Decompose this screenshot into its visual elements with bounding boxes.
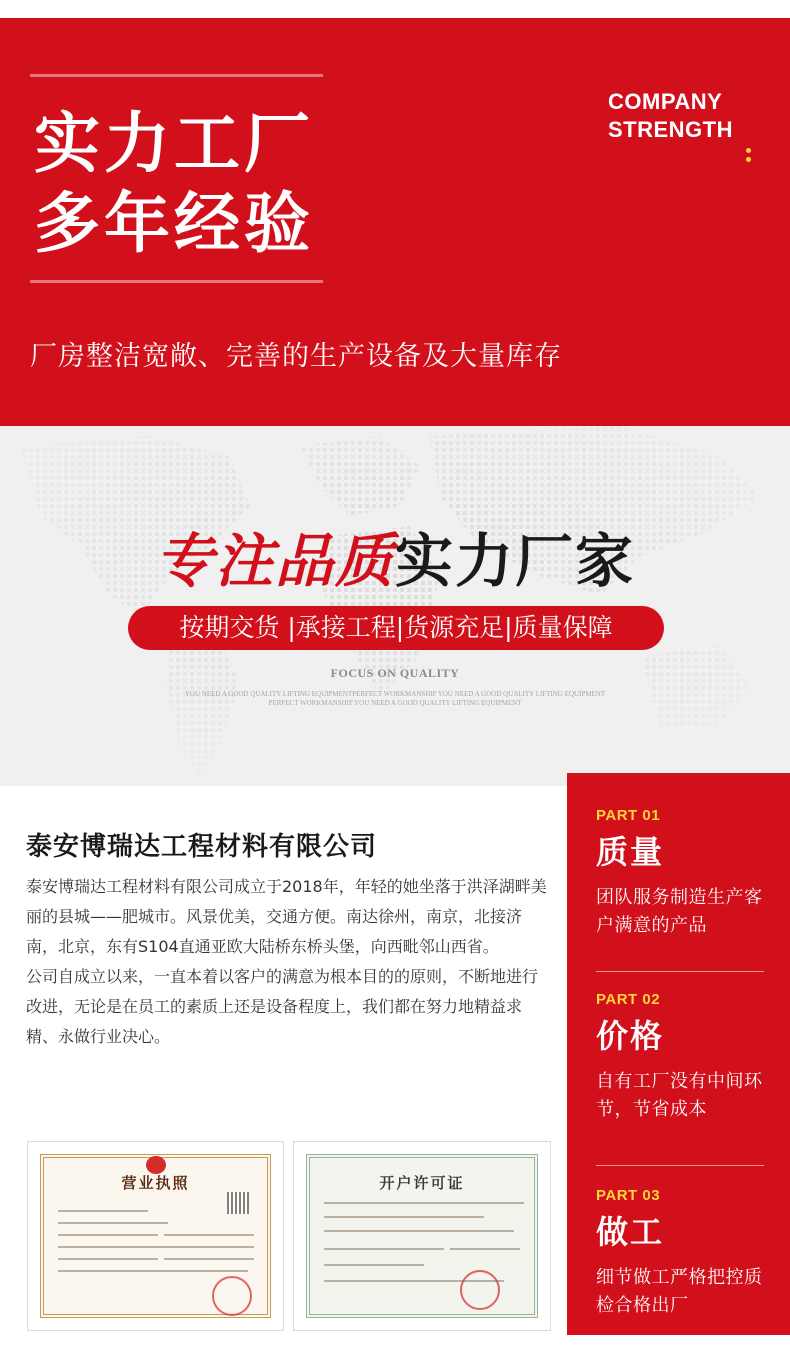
service-pill: 按期交货 |承接工程|货源充足|质量保障 xyxy=(128,606,664,650)
banner-subtitle: 厂房整洁宽敞、完善的生产设备及大量库存 xyxy=(30,341,562,372)
part-price xyxy=(596,991,766,1124)
certificate-frame xyxy=(40,1154,271,1318)
company-description xyxy=(26,872,550,1052)
hero-banner xyxy=(0,18,790,426)
focus-section xyxy=(0,426,790,786)
certificate-title: 营业执照 xyxy=(121,1174,190,1192)
banner-title-line1: 实力工厂 xyxy=(34,105,314,182)
account-permit-image xyxy=(293,1141,551,1331)
business-license-image xyxy=(27,1141,284,1331)
certificate-title: 开户许可证 xyxy=(379,1174,465,1192)
part-name: 质量 xyxy=(596,833,665,871)
advantages-panel xyxy=(567,773,790,1335)
part-name: 价格 xyxy=(596,1017,665,1055)
part-description: 细节做工严格把控质检合格出厂 xyxy=(596,1267,763,1316)
banner-rule-bottom xyxy=(30,280,323,283)
part-divider xyxy=(596,1165,764,1166)
banner-en-line2: STRENGTH xyxy=(608,117,733,142)
part-description: 自有工厂没有中间环节，节省成本 xyxy=(596,1071,763,1120)
part-number: PART 02 xyxy=(596,991,661,1008)
company-name: 泰安博瑞达工程材料有限公司 xyxy=(26,832,378,862)
decor-dots-icon xyxy=(746,148,752,166)
part-quality xyxy=(596,807,766,940)
focus-title-black: 实力厂家 xyxy=(395,527,636,595)
official-stamp-icon xyxy=(212,1276,252,1316)
qr-code-icon xyxy=(227,1192,249,1214)
focus-title xyxy=(0,514,790,598)
part-number: PART 03 xyxy=(596,1187,661,1204)
part-description: 团队服务制造生产客户满意的产品 xyxy=(596,887,763,936)
banner-title-line2: 多年经验 xyxy=(34,185,314,262)
banner-en-line1: COMPANY xyxy=(608,89,723,114)
part-workmanship xyxy=(596,1187,766,1320)
fine-print-line2: PERFECT WORKMANSHIP YOU NEED A GOOD QUALITY LIFTING EQUIPMENT xyxy=(268,699,522,707)
company-description-para1: 泰安博瑞达工程材料有限公司成立于2018年，年轻的她坐落于洪泽湖畔美丽的县城——肥城市。风景优美，交通方便。南达徐州，南京，北接济南，北京，东有S104直通亚欧大陆桥东桥头堡，向西毗邻山西省。 xyxy=(26,877,547,956)
part-number: PART 01 xyxy=(596,807,661,824)
certificate-frame xyxy=(306,1154,538,1318)
focus-title-red: 专注品质 xyxy=(154,527,395,595)
part-divider xyxy=(596,971,764,972)
focus-en-caption: FOCUS ON QUALITY xyxy=(330,666,460,680)
banner-rule-top xyxy=(30,74,323,77)
company-description-para2: 公司自成立以来，一直本着以客户的满意为根本目的的原则，不断地进行改进，无论是在员工的素质上还是设备程度上，我们都在努力地精益求精、永做行业决心。 xyxy=(26,967,539,1046)
official-stamp-icon xyxy=(460,1270,500,1310)
fine-print-line1: YOU NEED A GOOD QUALITY LIFTING EQUIPMENTPERFECT WORKMANSHIP YOU NEED A GOOD QUALITY LIFTING EQUIPMENT xyxy=(184,690,606,698)
part-name: 做工 xyxy=(596,1213,665,1251)
